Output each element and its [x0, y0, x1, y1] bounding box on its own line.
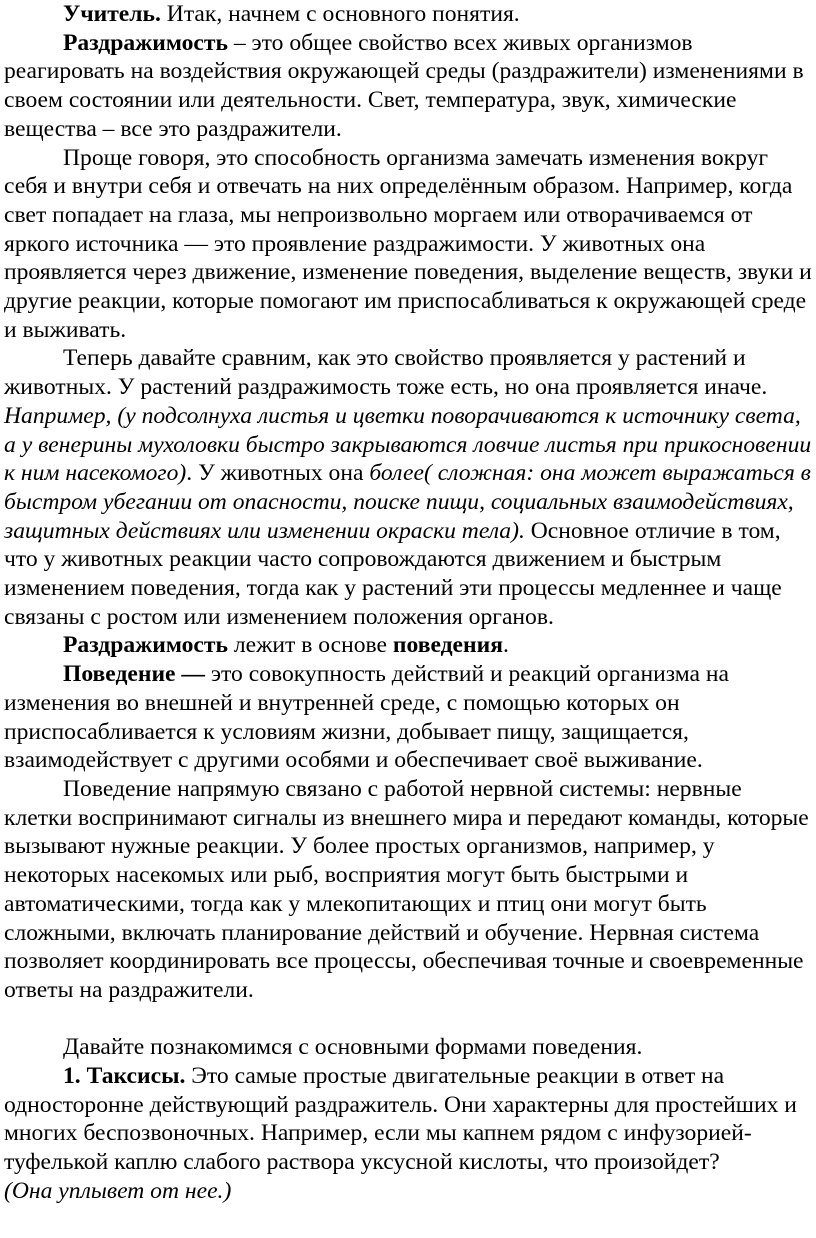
term-taxis: 1. Таксисы.	[63, 1063, 186, 1089]
paragraph-text: Давайте познакомимся с основными формами поведения.	[63, 1034, 643, 1061]
document-page	[4, 0, 812, 1206]
paragraph-text: Основное отличие в том, что у животных реакции часто сопровождаются движением и быстрым изменением поведения, тогда как у растений эти процессы медленнее и чаще связаны с ростом или изменением положения органов.	[4, 517, 782, 630]
term-behavior: Поведение —	[63, 661, 206, 688]
paragraph-text: Проще говоря, это способность организма замечать изменения вокруг себя и внутри себя и отвечать на них определённым образом. Например, когда свет попадает на глаза, мы непроизвольно моргаем или отворачиваемся от яркого источника — это проявление раздражимости. У животных она проявляется через движение, изменение поведения, выделение веществ, звуки и другие реакции, которые помогают им приспосабливаться к окружающей среде и выживать.	[4, 144, 812, 343]
term-irritability: Раздражимость	[63, 632, 228, 659]
paragraph-behavior-basis	[4, 631, 812, 660]
paragraph-teacher-intro	[4, 0, 812, 29]
paragraph-text: лежит в основе	[227, 632, 393, 659]
paragraph-irritability-definition	[4, 29, 812, 144]
term-behavior: поведения	[392, 632, 503, 659]
paragraph-text: Итак, начнем с основного понятия.	[160, 1, 520, 27]
paragraph-text: – это общее свойство всех живых организмов реагировать на воздействия окружающей среды (раздражители) изменениями в своем состоянии или деятельности. Свет, температура, звук, химические вещества – все это раздражители.	[4, 29, 804, 142]
blank-line	[4, 1005, 812, 1034]
term-irritability: Раздражимость	[63, 29, 228, 56]
paragraph-taxis	[4, 1062, 812, 1177]
paragraph-text: это совокупность действий и реакций организма на изменения во внешней и внутренней среде, с помощью которых он приспосабливается к условиям жизни, добывает пищу, защищается, взаимодействует с другими особями и обеспечивает своё выживание.	[4, 661, 729, 774]
paragraph-text: . У животных она	[186, 460, 370, 487]
italic-answer: (Она уплывет от нее.)	[4, 1177, 232, 1204]
paragraph-text: Это самые простые двигательные реакции в ответ на односторонне действующий раздражитель. Они характерны для простейших и многих беспозвоночных. Например, если мы капнем рядом с инфузорией-туфелькой каплю слабого раствора уксусной кислоты, что произойдет?	[4, 1063, 797, 1176]
paragraph-behavior-definition	[4, 660, 812, 775]
paragraph-nervous-system	[4, 775, 812, 1005]
paragraph-text: .	[502, 632, 509, 659]
speaker-label: Учитель.	[63, 1, 161, 27]
italic-plant-example: Например, (у подсолнуха листья и цветки поворачиваются к источнику света, а у венерины мухоловки быстро закрываются ловчие листья при прикосновении к ним насекомого)	[4, 402, 812, 487]
paragraph-text: Поведение напрямую связано с работой нервной системы: нервные клетки воспринимают сигналы из внешнего мира и передают команды, которые вызывают нужные реакции. У более простых организмов, например, у некоторых насекомых или рыб, восприятия могут быть быстрыми и автоматическими, тогда как у млекопитающих и птиц они могут быть сложными, включать планирование действий и обучение. Нервная система позволяет координировать все процессы, обеспечивая точные и своевременные ответы на раздражители.	[4, 775, 809, 1003]
paragraph-forms-intro	[4, 1033, 812, 1062]
italic-animal-example: более( сложная: она может выражаться в быстром убегании от опасности, поиске пищи, социальных взаимодействиях, защитных действиях или изменении окраски тела).	[4, 460, 811, 544]
paragraph-answer	[4, 1177, 812, 1206]
paragraph-plants-vs-animals	[4, 344, 812, 631]
paragraph-text: Теперь давайте сравним, как это свойство проявляется у растений и животных. У растений раздражимость тоже есть, но она проявляется иначе.	[4, 345, 768, 401]
paragraph-simpler-explanation	[4, 144, 812, 345]
